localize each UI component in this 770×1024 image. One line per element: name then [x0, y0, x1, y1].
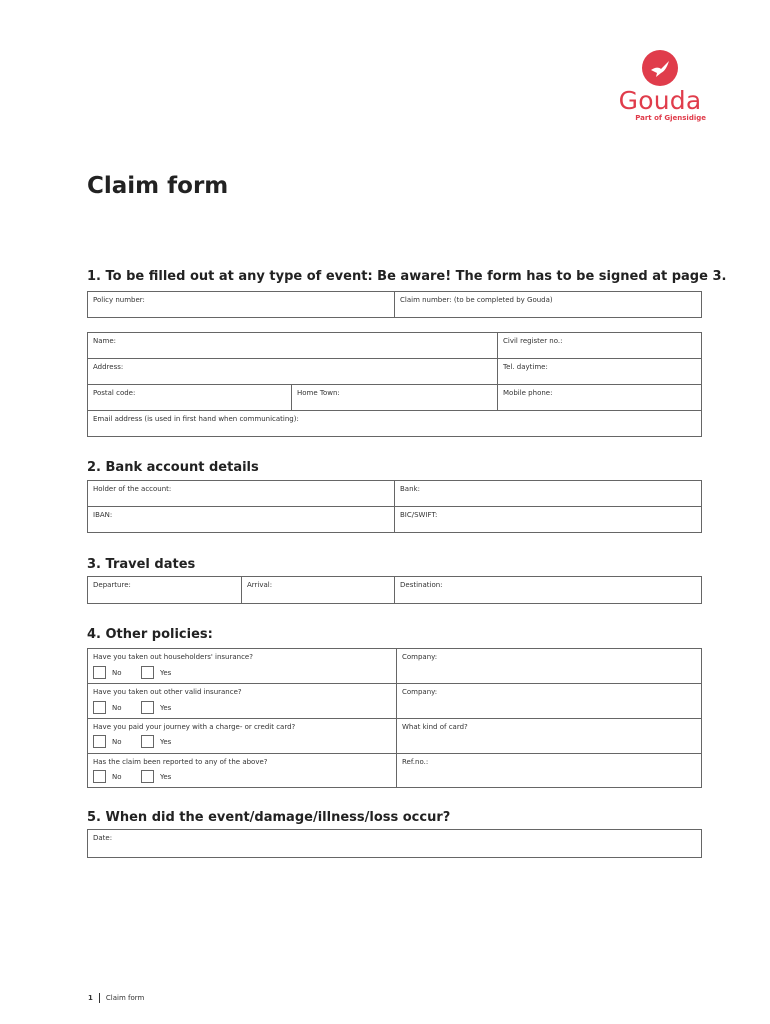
policy-number-field[interactable]	[88, 292, 395, 317]
arrival-label: Arrival:	[247, 581, 273, 589]
claim-reported-yes-label: Yes	[160, 773, 172, 781]
bic-swift-label: BIC/SWIFT:	[400, 511, 438, 519]
householders-no-checkbox[interactable]	[93, 666, 106, 679]
claim-reported-question	[88, 754, 397, 787]
event-date-label: Date:	[93, 834, 113, 842]
postal-code-label: Postal code:	[93, 389, 136, 397]
householders-question-label: Have you taken out householders' insurance?	[93, 653, 253, 661]
credit-card-no-checkbox[interactable]	[93, 735, 106, 748]
holder-row	[88, 481, 701, 507]
other-insurance-yes-checkbox[interactable]	[141, 701, 154, 714]
section2-heading: 2. Bank account details	[87, 460, 259, 475]
address-label: Address:	[93, 363, 124, 371]
policies-row-other-insurance	[88, 684, 701, 719]
account-holder-label: Holder of the account:	[93, 485, 172, 493]
account-holder-field[interactable]	[88, 481, 395, 506]
claim-reported-yes-checkbox[interactable]	[141, 770, 154, 783]
bird-icon	[642, 50, 678, 86]
iban-label: IBAN:	[93, 511, 113, 519]
claim-reported-no-label: No	[112, 773, 122, 781]
mobile-phone-label: Mobile phone:	[503, 389, 553, 397]
policy-claim-box	[87, 291, 702, 318]
departure-field[interactable]	[88, 577, 242, 603]
credit-card-yes-label: Yes	[160, 738, 172, 746]
home-town-field[interactable]	[292, 385, 498, 410]
email-row	[88, 411, 701, 436]
policies-row-householders	[88, 649, 701, 684]
claim-number-label: Claim number: (to be completed by Gouda)	[400, 296, 553, 304]
householders-no-label: No	[112, 669, 122, 677]
householders-question	[88, 649, 397, 683]
postal-row	[88, 385, 701, 411]
claim-reported-question-label: Has the claim been reported to any of the above?	[93, 758, 268, 766]
name-field[interactable]	[88, 333, 498, 358]
householders-yes-checkbox[interactable]	[141, 666, 154, 679]
event-date-box	[87, 829, 702, 858]
other-insurance-question-label: Have you taken out other valid insurance?	[93, 688, 242, 696]
householders-yes-label: Yes	[160, 669, 172, 677]
bank-field[interactable]	[395, 481, 701, 506]
credit-card-question-label: Have you paid your journey with a charge- or credit card?	[93, 723, 296, 731]
address-field[interactable]	[88, 359, 498, 384]
civil-register-field[interactable]	[498, 333, 701, 358]
other-policies-box	[87, 648, 702, 788]
claim-reported-no-checkbox[interactable]	[93, 770, 106, 783]
other-insurance-no-checkbox[interactable]	[93, 701, 106, 714]
section4-heading: 4. Other policies:	[87, 627, 213, 642]
other-insurance-question	[88, 684, 397, 718]
householders-company-field[interactable]	[397, 649, 701, 683]
footer-divider	[99, 993, 100, 1003]
email-field[interactable]	[88, 411, 701, 436]
ref-no-label: Ref.no.:	[402, 758, 429, 766]
bic-swift-field[interactable]	[395, 507, 701, 532]
destination-field[interactable]	[395, 577, 701, 603]
section3-heading: 3. Travel dates	[87, 557, 196, 572]
page-footer	[88, 993, 144, 1003]
card-kind-field[interactable]	[397, 719, 701, 753]
iban-row	[88, 507, 701, 532]
other-insurance-company-field[interactable]	[397, 684, 701, 718]
other-insurance-company-label: Company:	[402, 688, 438, 696]
event-date-field[interactable]	[88, 830, 701, 857]
tel-daytime-field[interactable]	[498, 359, 701, 384]
credit-card-question	[88, 719, 397, 753]
personal-details-box	[87, 332, 702, 437]
logo-subtitle: Part of Gjensidige	[635, 114, 706, 122]
address-row	[88, 359, 701, 385]
postal-code-field[interactable]	[88, 385, 292, 410]
policy-number-label: Policy number:	[93, 296, 145, 304]
destination-label: Destination:	[400, 581, 443, 589]
mobile-phone-field[interactable]	[498, 385, 701, 410]
footer-text: Claim form	[105, 994, 145, 1002]
departure-label: Departure:	[93, 581, 131, 589]
travel-row	[88, 577, 701, 603]
arrival-field[interactable]	[242, 577, 395, 603]
ref-no-field[interactable]	[397, 754, 701, 787]
policies-row-credit-card	[88, 719, 701, 754]
section5-heading: 5. When did the event/damage/illness/loss occur?	[87, 810, 451, 825]
section1-heading: 1. To be filled out at any type of event: Be aware! The form has to be signed at page 3.	[87, 269, 727, 284]
travel-dates-box	[87, 576, 702, 604]
claim-number-field[interactable]	[395, 292, 701, 317]
iban-field[interactable]	[88, 507, 395, 532]
date-row	[88, 830, 701, 857]
tel-daytime-label: Tel. daytime:	[503, 363, 548, 371]
gouda-logo	[600, 50, 720, 130]
page-title: Claim form	[87, 173, 229, 199]
civil-register-label: Civil register no.:	[503, 337, 563, 345]
logo-name: Gouda	[618, 86, 702, 115]
other-insurance-no-label: No	[112, 704, 122, 712]
home-town-label: Home Town:	[297, 389, 340, 397]
credit-card-yes-checkbox[interactable]	[141, 735, 154, 748]
card-kind-label: What kind of card?	[402, 723, 468, 731]
name-label: Name:	[93, 337, 117, 345]
householders-company-label: Company:	[402, 653, 438, 661]
credit-card-no-label: No	[112, 738, 122, 746]
bank-label: Bank:	[400, 485, 420, 493]
bank-details-box	[87, 480, 702, 533]
name-row	[88, 333, 701, 359]
policy-row	[88, 292, 701, 317]
email-label: Email address (is used in first hand when communicating):	[93, 415, 299, 423]
policies-row-claim-reported	[88, 754, 701, 787]
other-insurance-yes-label: Yes	[160, 704, 172, 712]
page-number: 1	[88, 994, 93, 1002]
